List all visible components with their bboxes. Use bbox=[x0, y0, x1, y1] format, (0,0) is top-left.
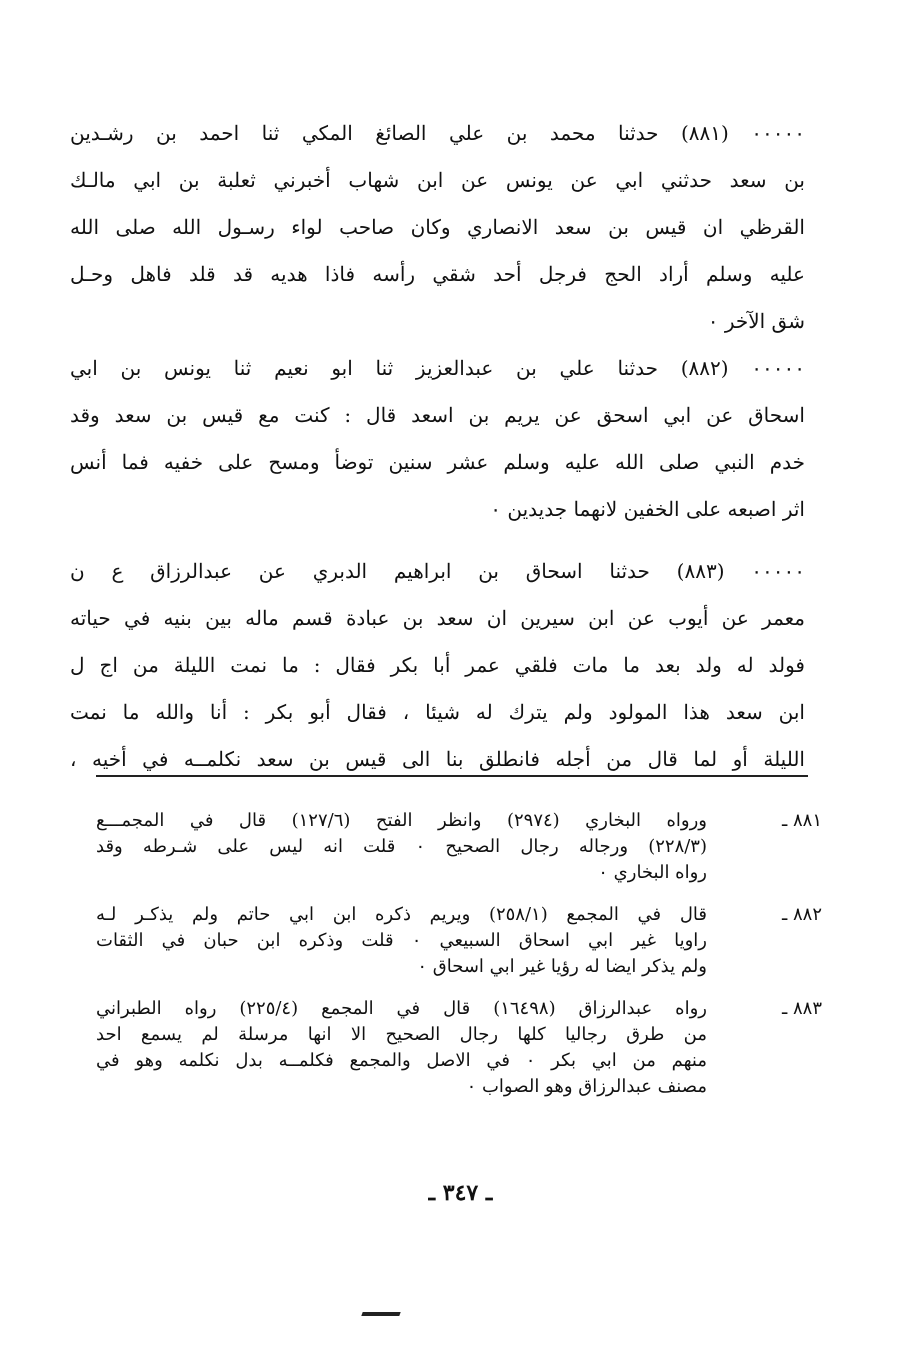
text-line: القرظي ان قيس بن سعد الانصاري وكان صاحب لواء رسـول الله صلى الله bbox=[70, 215, 805, 239]
footnote-line: رواه البخاري ٠ bbox=[598, 862, 707, 883]
footnote-line: مصنف عبدالرزاق وهو الصواب ٠ bbox=[466, 1076, 707, 1097]
text-line: ٠٠٠٠٠ (٨٨٣) حدثنا اسحاق بن ابراهيم الدبري عن عبدالرزاق ع ن bbox=[70, 559, 805, 583]
footnote-number: ٨٨١ ـ bbox=[781, 810, 822, 831]
text-line: الليلة أو لما قال من أجله فانطلق بنا الى قيس بن سعد نكلمــه في أخيه ، bbox=[70, 747, 805, 771]
text-line: معمر عن أيوب عن ابن سيرين ان سعد بن عبادة قسم ماله بين بنيه في حياته bbox=[70, 606, 805, 630]
footnote-line: راويا غير ابي اسحاق السبيعي ٠ قلت وذكره ابن حبان في الثقات bbox=[96, 930, 707, 951]
hadith-paragraph-883 bbox=[70, 548, 805, 783]
footnote-line: رواه عبدالرزاق (١٦٤٩٨) قال في المجمع (٢٢٥/٤) رواه الطبراني bbox=[96, 998, 707, 1019]
hadith-paragraph-881 bbox=[70, 110, 805, 345]
footnote-body bbox=[96, 808, 707, 886]
footnote-line: منهم من ابي بكر ٠ في الاصل والمجمع فكلمــه بدل نكلمه وهو في bbox=[96, 1050, 707, 1071]
footnote-number: ٨٨٢ ـ bbox=[781, 904, 822, 925]
footnote-line: من طرق رجاليا كلها رجال الصحيح الا انها مرسلة لم يسمع احد bbox=[96, 1024, 707, 1045]
footnote-body bbox=[96, 902, 707, 980]
text-line: اسحاق عن ابي اسحق عن يريم بن اسعد قال : كنت مع قيس بن سعد وقد bbox=[70, 403, 805, 427]
footnote-881 bbox=[96, 808, 822, 886]
text-line: فولد له ولد بعد ما مات فلقي عمر أبا بكر فقال : ما نمت الليلة من اج ل bbox=[70, 653, 805, 677]
footnote-line: ولم يذكر ايضا له رؤيا غير ابي اسحاق ٠ bbox=[417, 956, 707, 977]
footnote-number: ٨٨٣ ـ bbox=[781, 998, 822, 1019]
hadith-paragraph-882 bbox=[70, 345, 805, 533]
text-line: شق الآخر ٠ bbox=[707, 309, 805, 333]
text-line: ابن سعد هذا المولود ولم يترك له شيئا ، فقال أبو بكر : أنا والله ما نمت bbox=[70, 700, 805, 724]
footnote-line: (٢٢٨/٣) ورجاله رجال الصحيح ٠ قلت انه ليس على شـرطه وقد bbox=[96, 836, 707, 857]
text-line: خدم النبي صلى الله عليه وسلم عشر سنين توضأ ومسح على خفيه فما أنس bbox=[70, 450, 805, 474]
page-number: ـ ٣٤٧ ـ bbox=[428, 1180, 493, 1206]
footnote-883 bbox=[96, 996, 822, 1100]
footnote-line: ورواه البخاري (٢٩٧٤) وانظر الفتح (١٢٧/٦) قال في المجمـــع bbox=[96, 810, 707, 831]
text-line: عليه وسلم أراد الحج فرجل أحد شقي رأسه فاذا هديه قد قلد فاهل وحـل bbox=[70, 262, 805, 286]
text-line: ٠٠٠٠٠ (٨٨١) حدثنا محمد بن علي الصائغ المكي ثنا احمد بن رشـدين bbox=[70, 121, 805, 145]
footnote-divider bbox=[96, 775, 808, 777]
footnote-882 bbox=[96, 902, 822, 980]
scan-mark bbox=[361, 1312, 400, 1316]
text-line: ٠٠٠٠٠ (٨٨٢) حدثنا علي بن عبدالعزيز ثنا ابو نعيم ثنا يونس بن ابي bbox=[70, 356, 805, 380]
footnote-body bbox=[96, 996, 707, 1100]
footnote-line: قال في المجمع (٢٥٨/١) ويريم ذكره ابن ابي حاتم ولم يذكـر لـه bbox=[96, 904, 707, 925]
text-line: بن سعد حدثني ابي عن يونس عن ابن شهاب أخبرني ثعلبة بن ابي مالـك bbox=[70, 168, 805, 192]
text-line: اثر اصبعه على الخفين لانهما جديدين ٠ bbox=[490, 497, 805, 521]
